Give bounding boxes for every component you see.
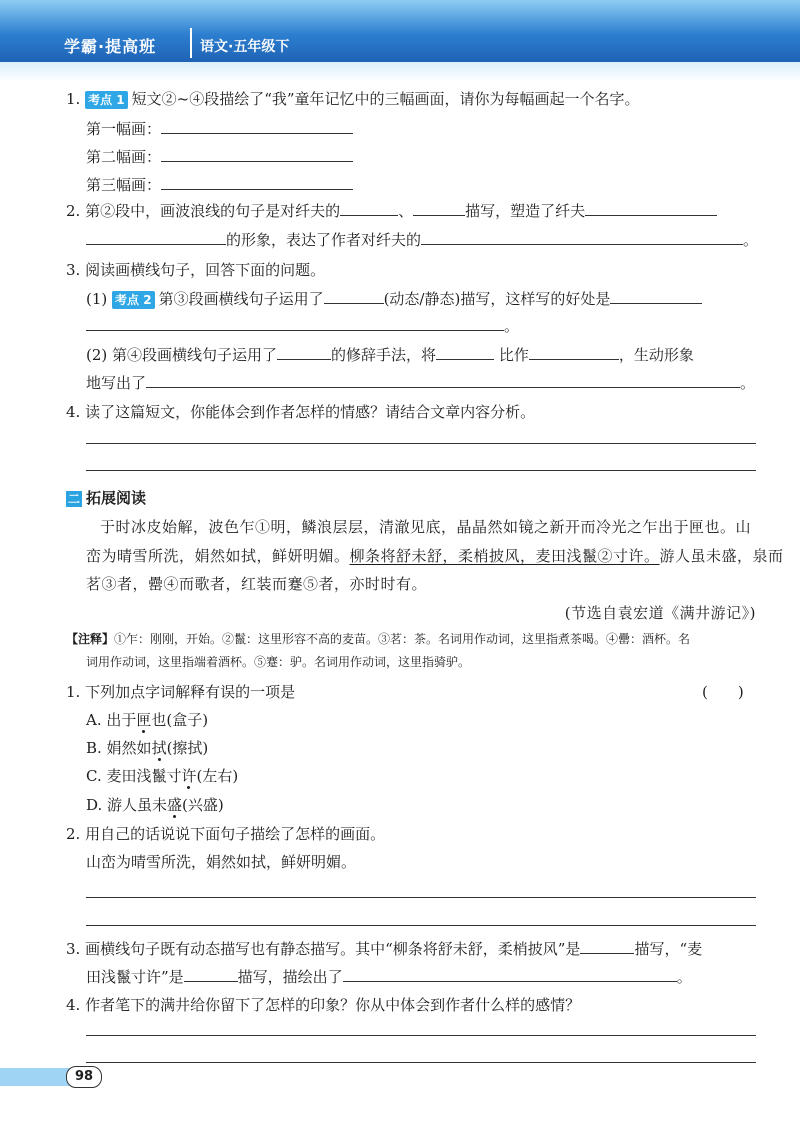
option-text: C. 麦田浅鬣寸	[86, 767, 182, 785]
quoted-sentence: 山峦为晴雪所洗，娟然如拭，鲜妍明媚。	[86, 853, 357, 871]
option-a[interactable]	[86, 709, 208, 731]
question-text: 描写，塑造了纤夫	[465, 202, 586, 220]
answer-blank[interactable]	[529, 343, 619, 360]
answer-blank[interactable]	[86, 314, 504, 331]
ext-question-2	[66, 823, 385, 845]
answer-blank[interactable]	[580, 937, 634, 954]
dotted-char: 盛	[167, 796, 183, 814]
passage-line-3: 茗③者，罍④而歌者，红装而蹇⑤者，亦时时有。	[86, 575, 428, 593]
section-title: 拓展阅读	[86, 489, 147, 507]
question-number: 1.	[66, 90, 81, 108]
annotation-label: 【注释】	[66, 632, 115, 646]
option-d[interactable]	[86, 794, 224, 816]
ext-question-1	[66, 681, 295, 703]
answer-paren[interactable]: ( )	[702, 683, 744, 701]
question-text: 短文②~④段描绘了“我”童年记忆中的三幅画面，请你为每幅画起一个名字。	[131, 90, 640, 108]
picture-label: 第一幅画：	[86, 120, 162, 138]
question-3-2-line-1	[86, 343, 694, 365]
answer-blank[interactable]	[343, 965, 677, 982]
question-text: 的形象，表达了作者对纤夫的	[226, 231, 422, 249]
annotation-line-1	[66, 629, 690, 649]
question-number: 1.	[66, 683, 81, 701]
option-text: 也(盒子)	[151, 711, 209, 729]
question-2-line-2	[86, 228, 758, 250]
answer-line[interactable]	[86, 470, 756, 471]
question-text: 描写，描绘出了	[237, 968, 343, 986]
answer-blank[interactable]	[86, 228, 226, 245]
answer-blank[interactable]	[610, 287, 702, 304]
question-text: ，生动形象	[618, 346, 694, 364]
question-text: 用自己的话说说下面句子描绘了怎样的画面。	[85, 825, 386, 843]
underlined-sentence: 柳条将舒未舒，柔梢披风，麦田浅鬣②寸许。	[349, 547, 660, 565]
question-text: 作者笔下的满井给你留下了怎样的印象？你从中体会到作者什么样的感情？	[85, 996, 581, 1014]
answer-blank[interactable]	[161, 145, 353, 162]
question-number: 2.	[66, 825, 81, 843]
answer-blank[interactable]	[324, 287, 384, 304]
header-fade	[0, 62, 800, 82]
question-number: 4.	[66, 403, 81, 421]
question-1	[66, 88, 640, 110]
passage-text: 游人虽未盛，泉而	[659, 547, 784, 565]
subquestion-number: (2)	[86, 346, 108, 364]
question-text: 、	[398, 202, 414, 220]
subject-title: 语文·五年级下	[200, 39, 290, 55]
annotation-line-2: 词用作动词，这里指端着酒杯。⑤蹇：驴。名词用作动词，这里指骑驴。	[86, 655, 471, 669]
subquestion-number: (1)	[86, 290, 108, 308]
section-header	[66, 487, 146, 508]
question-3-1-line-2	[86, 314, 519, 336]
question-number: 2.	[66, 202, 81, 220]
answer-line[interactable]	[86, 897, 756, 898]
option-text: B. 娟然如	[86, 739, 152, 757]
ext-question-3-line-2	[86, 965, 692, 987]
answer-line[interactable]	[86, 443, 756, 444]
picture-label: 第二幅画：	[86, 148, 162, 166]
exam-point-tag: 考点 2	[112, 291, 155, 309]
brand-title: 学霸·提高班	[64, 37, 157, 56]
question-text: 第④段画横线句子运用了	[112, 346, 278, 364]
question-text: 。	[740, 374, 756, 392]
question-number: 3.	[66, 940, 81, 958]
question-text: 地写出了	[86, 374, 147, 392]
question-3-1-line-1	[86, 287, 702, 309]
answer-line[interactable]	[86, 925, 756, 926]
question-2-line-1	[66, 199, 717, 221]
question-text: 描写，“麦	[634, 940, 703, 958]
page-number: 98	[66, 1066, 102, 1088]
passage-source: (节选自袁宏道《满井游记》)	[564, 604, 756, 622]
question-text: 画横线句子既有动态描写也有静态描写。其中“柳条将舒未舒，柔梢披风”是	[85, 940, 581, 958]
question-text: 。	[676, 968, 692, 986]
question-text: 比作	[498, 346, 529, 364]
footer-bar	[0, 1068, 70, 1086]
question-text: 第③段画横线句子运用了	[158, 290, 324, 308]
question-text: (动态/静态)描写，这样写的好处是	[383, 290, 611, 308]
answer-blank[interactable]	[436, 343, 494, 360]
picture-3-row	[86, 173, 353, 195]
option-text: (左右)	[196, 767, 239, 785]
option-text: (兴盛)	[182, 796, 224, 814]
picture-1-row	[86, 117, 353, 139]
question-text: 下列加点字词解释有误的一项是	[85, 683, 296, 701]
answer-blank[interactable]	[413, 199, 465, 216]
header-divider	[190, 28, 192, 58]
answer-blank[interactable]	[421, 228, 743, 245]
question-text: 读了这篇短文，你能体会到作者怎样的情感？请结合文章内容分析。	[85, 403, 536, 421]
question-text: 的修辞手法，将	[331, 346, 437, 364]
answer-blank[interactable]	[146, 371, 740, 388]
option-text: A. 出于	[86, 711, 137, 729]
question-number: 4.	[66, 996, 81, 1014]
dotted-char: 拭	[151, 739, 167, 757]
option-text: D. 游人虽未	[86, 796, 168, 814]
answer-blank[interactable]	[277, 343, 331, 360]
answer-blank[interactable]	[340, 199, 398, 216]
passage-line-2	[86, 545, 784, 567]
ext-question-3-line-1	[66, 937, 702, 959]
question-text: 田浅鬣寸许”是	[86, 968, 184, 986]
question-text: 第②段中，画波浪线的句子是对纤夫的	[85, 202, 341, 220]
question-3	[66, 259, 325, 281]
answer-blank[interactable]	[585, 199, 717, 216]
picture-label: 第三幅画：	[86, 176, 162, 194]
option-b[interactable]	[86, 737, 208, 759]
answer-line[interactable]	[86, 1035, 756, 1036]
passage-text: 峦为晴雪所洗，娟然如拭，鲜妍明媚。	[86, 547, 350, 565]
annotation-text: ①乍：刚刚，开始。②鬣：这里形容不高的麦苗。③茗：茶。名词用作动词，这里指煮茶喝。④罍：酒杯。名	[114, 632, 691, 646]
question-text: 。	[504, 317, 520, 335]
exam-point-tag: 考点 1	[85, 91, 128, 109]
option-text: (擦拭)	[166, 739, 209, 757]
answer-blank[interactable]	[161, 173, 353, 190]
answer-line[interactable]	[86, 1062, 756, 1063]
question-number: 3.	[66, 261, 81, 279]
answer-blank[interactable]	[161, 117, 353, 134]
ext-question-4	[66, 994, 580, 1016]
question-text: 阅读画横线句子，回答下面的问题。	[85, 261, 326, 279]
answer-blank[interactable]	[184, 965, 238, 982]
question-4	[66, 401, 535, 423]
picture-2-row	[86, 145, 353, 167]
question-3-2-line-2	[86, 371, 755, 393]
question-text: 。	[743, 231, 759, 249]
option-c[interactable]	[86, 765, 238, 787]
passage-line-1: 于时冰皮始解，波色乍①明，鳞浪层层，清澈见底，晶晶然如镜之新开而冷光之乍出于匣也。山	[100, 518, 752, 536]
dotted-char: 许	[181, 767, 197, 785]
section-number: 二	[67, 491, 80, 506]
dotted-char: 匣	[136, 711, 152, 729]
